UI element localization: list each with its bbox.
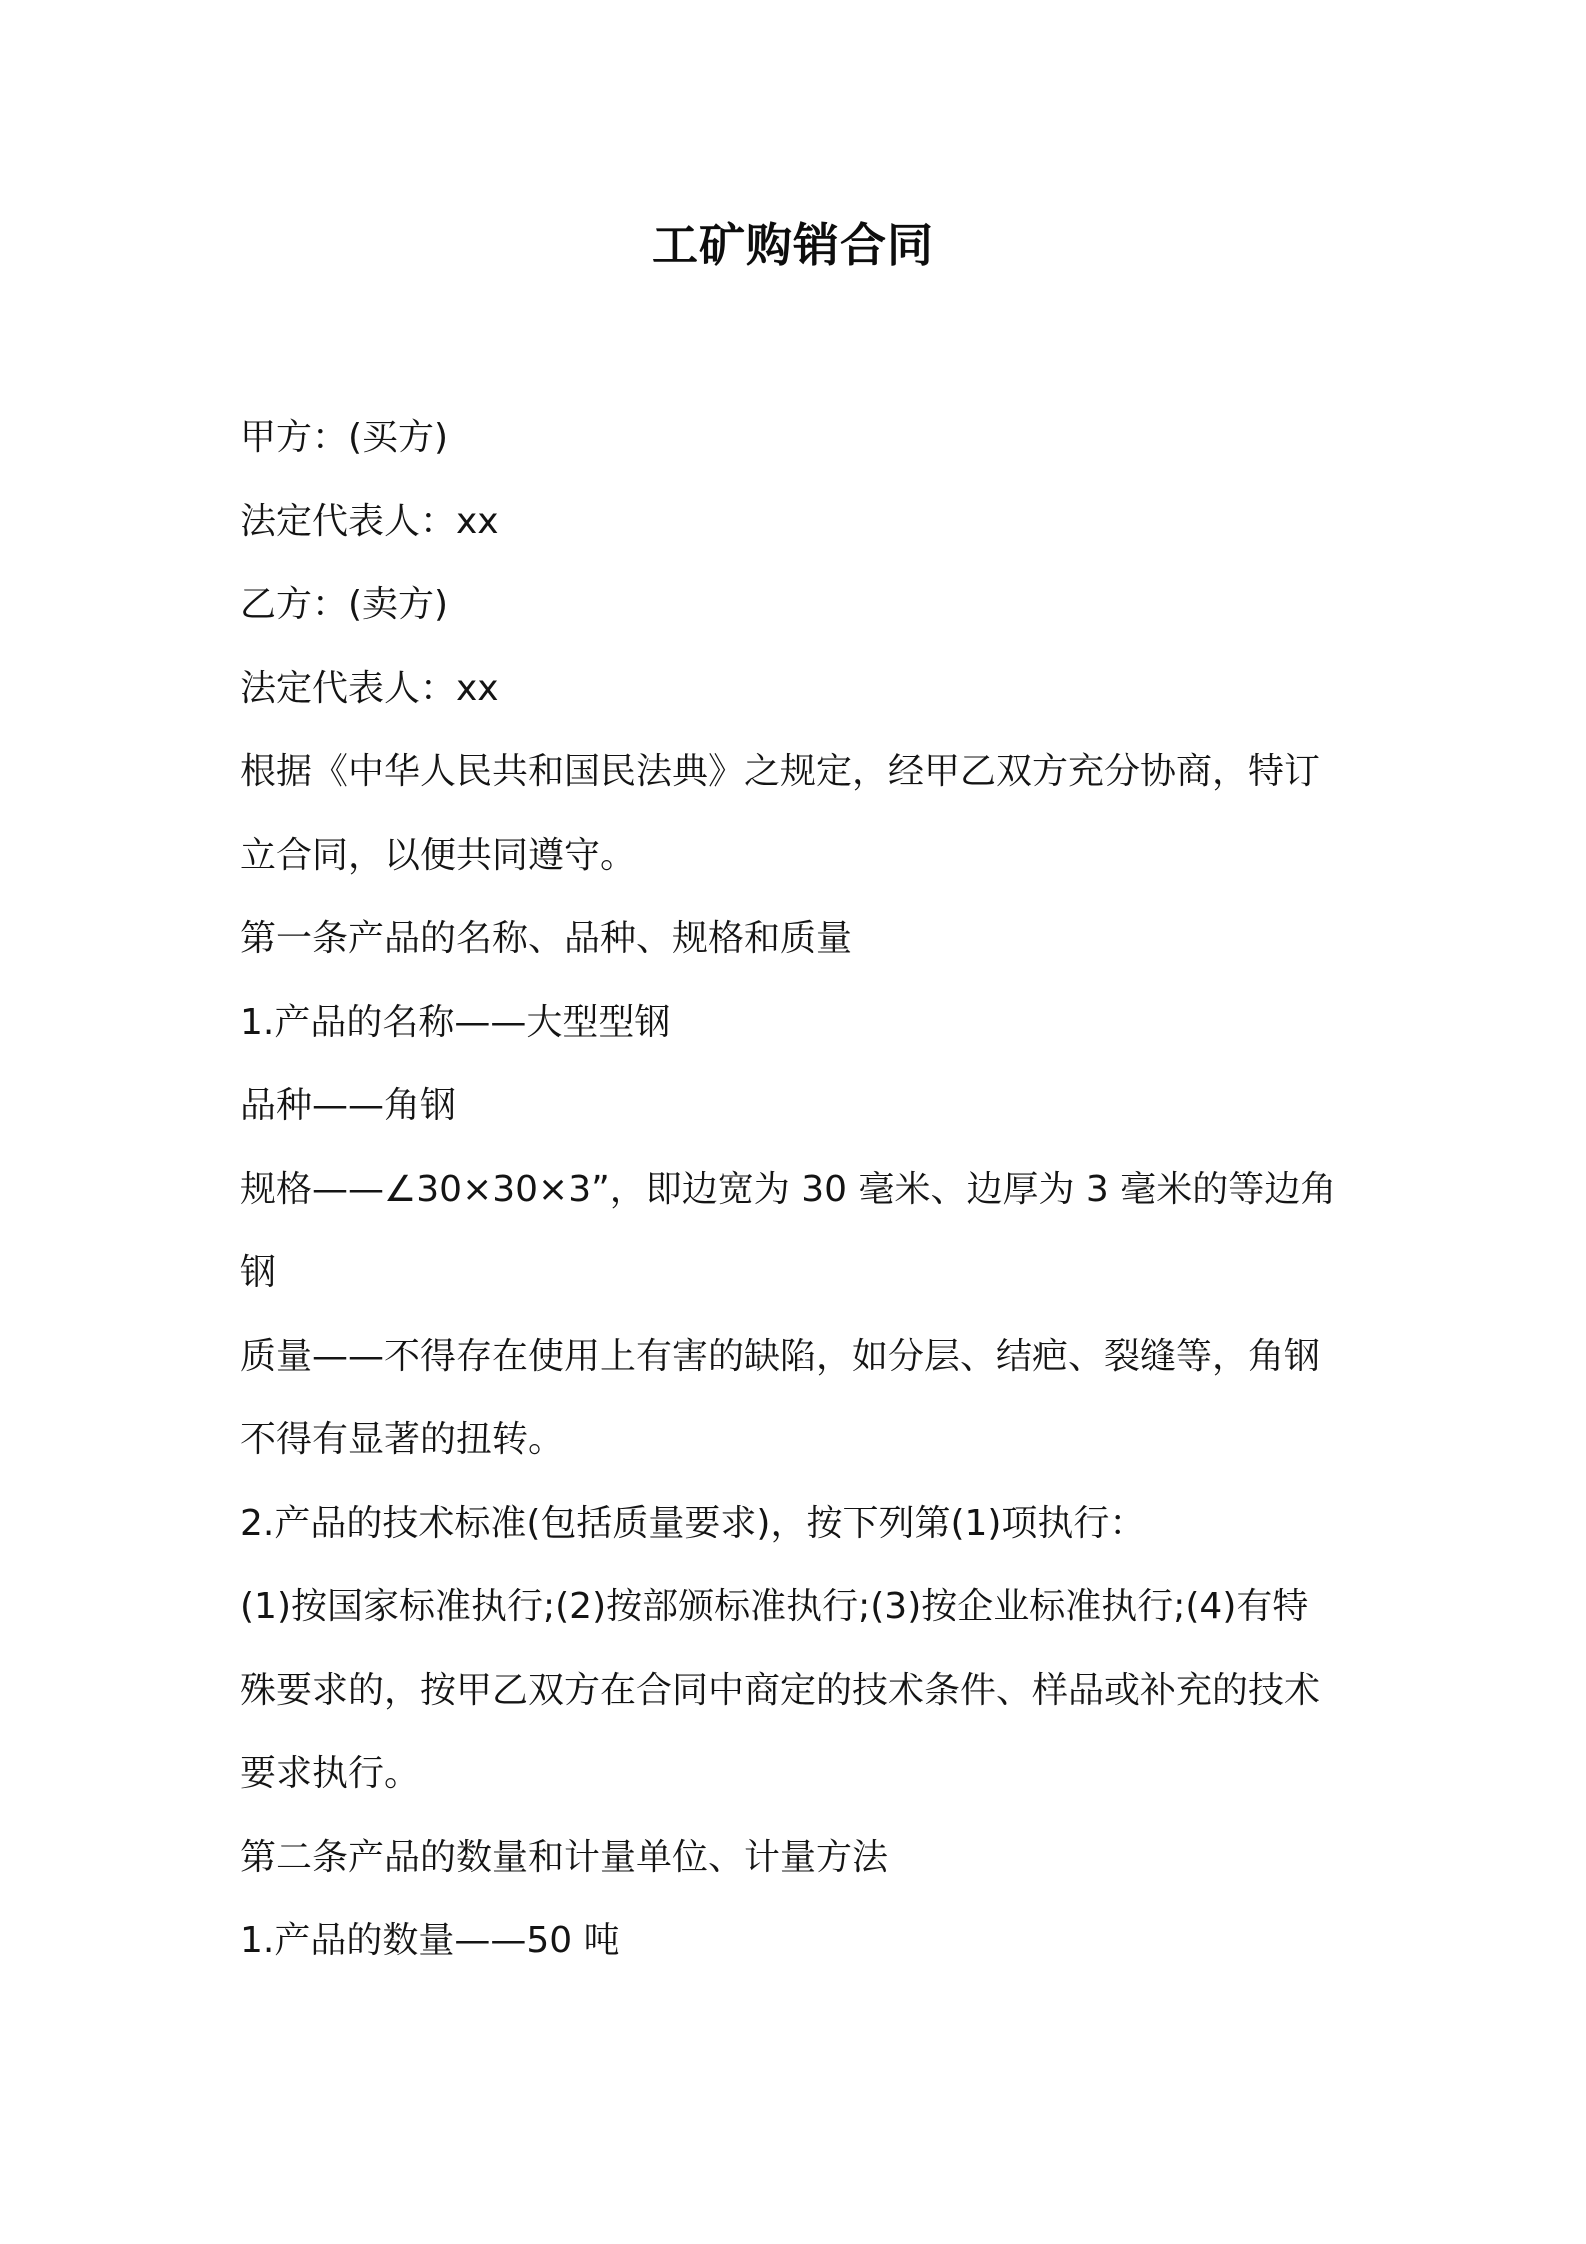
party-a-representative-line: 法定代表人：xx: [240, 500, 499, 542]
standard-options-line-2: 殊要求的，按甲乙双方在合同中商定的技术条件、样品或补充的技术: [240, 1669, 1321, 1711]
product-spec-line-2: 钢: [240, 1252, 277, 1293]
article-1-heading: 第一条产品的名称、品种、规格和质量: [240, 918, 853, 959]
standard-options-line-1: (1)按国家标准执行;(2)按部颁标准执行;(3)按企业标准执行;(4)有特: [240, 1586, 1309, 1627]
party-b-representative-line: 法定代表人：xx: [240, 667, 499, 709]
party-a-line: 甲方：(买方): [240, 417, 449, 458]
preamble-line-2: 立合同，以便共同遵守。: [240, 834, 637, 876]
product-variety-line: 品种——角钢: [240, 1085, 457, 1126]
product-name-line: 1.产品的名称——大型型钢: [240, 1001, 671, 1043]
document-body: [240, 396, 1360, 1983]
product-quantity-line: 1.产品的数量——50 吨: [240, 1920, 620, 1961]
document-title: 工矿购销合同: [652, 218, 934, 272]
technical-standard-line: 2.产品的技术标准(包括质量要求)，按下列第(1)项执行：: [240, 1502, 1146, 1544]
product-quality-line-1: 质量——不得存在使用上有害的缺陷，如分层、结疤、裂缝等，角钢: [240, 1335, 1321, 1377]
product-quality-line-2: 不得有显著的扭转。: [240, 1419, 565, 1460]
preamble-line-1: 根据《中华人民共和国民法典》之规定，经甲乙双方充分协商，特订: [240, 751, 1321, 792]
product-spec-line-1: 规格——∠30×30×3”，即边宽为 30 毫米、边厚为 3 毫米的等边角: [240, 1168, 1337, 1210]
party-b-line: 乙方：(卖方): [240, 584, 449, 625]
article-2-heading: 第二条产品的数量和计量单位、计量方法: [240, 1836, 889, 1878]
standard-options-line-3: 要求执行。: [240, 1753, 421, 1794]
